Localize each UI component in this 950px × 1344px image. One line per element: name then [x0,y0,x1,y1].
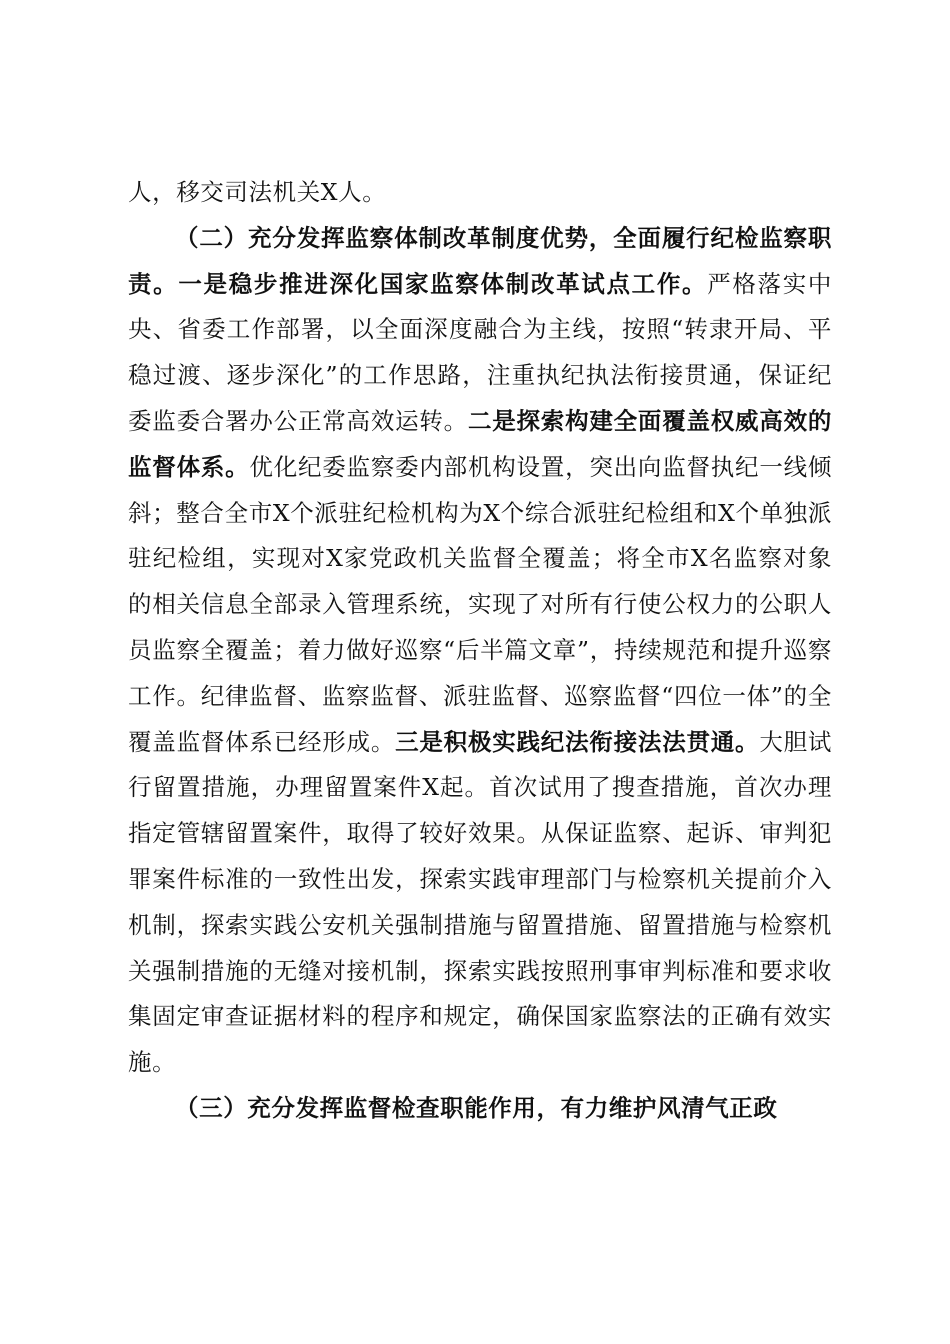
paragraph-2 [128,216,832,1086]
section-heading-3: （三）充分发挥监督检查职能作用，有力维护风清气正政 [175,1093,778,1122]
point-3-heading: 三是积极实践纪法衔接法法贯通。 [395,727,760,756]
point-3-body: 大胆试行留置措施，办理留置案件X起。首次试用了搜查措施，首次办理指定管辖留置案件，取得了较好效果。从保证监察、起诉、审判犯罪案件标准的一致性出发，探索实践审理部门与检察机关提前介入机制，探索实践公安机关强制措施与留置措施、留置措施与检察机关强制措施的无缝对接机制，探索实践按照刑事审判标准和要求收集固定审查证据材料的程序和规定，确保国家监察法的正确有效实施。 [128,727,833,1077]
point-2-body: 优化纪委监察委内部机构设置，突出向监督执纪一线倾斜；整合全市X个派驻纪检机构为X个综合派驻纪检组和X个单独派驻纪检组，实现对X家党政机关监督全覆盖；将全市X名监察对象的相关信息全部录入管理系统，实现了对所有行使公权力的公职人员监察全覆盖；着力做好巡察“后半篇文章”，持续规范和提升巡察工作。纪律监督、监察监督、派驻监督、巡察监督“四位一体”的全覆盖监督体系已经形成。 [128,452,833,756]
paragraph-1 [128,170,832,216]
document-body [128,170,832,1132]
paragraph-1-text: 人，移交司法机关X人。 [128,178,387,206]
paragraph-3 [128,1086,832,1132]
point-1-body: 严格落实中央、省委工作部署，以全面深度融合为主线，按照“转隶开局、平稳过渡、逐步深化”的工作思路，注重执纪执法衔接贯通，保证纪委监委合署办公正常高效运转。 [128,269,833,435]
point-2-heading: 二是探索构建全面覆盖权威高效的监督体系。 [128,406,832,481]
section-heading-2: （二）充分发挥监察体制改革制度优势，全面履行纪检监察职责。 [128,223,832,298]
point-1-heading: 一是稳步推进深化国家监察体制改革试点工作。 [178,269,708,298]
